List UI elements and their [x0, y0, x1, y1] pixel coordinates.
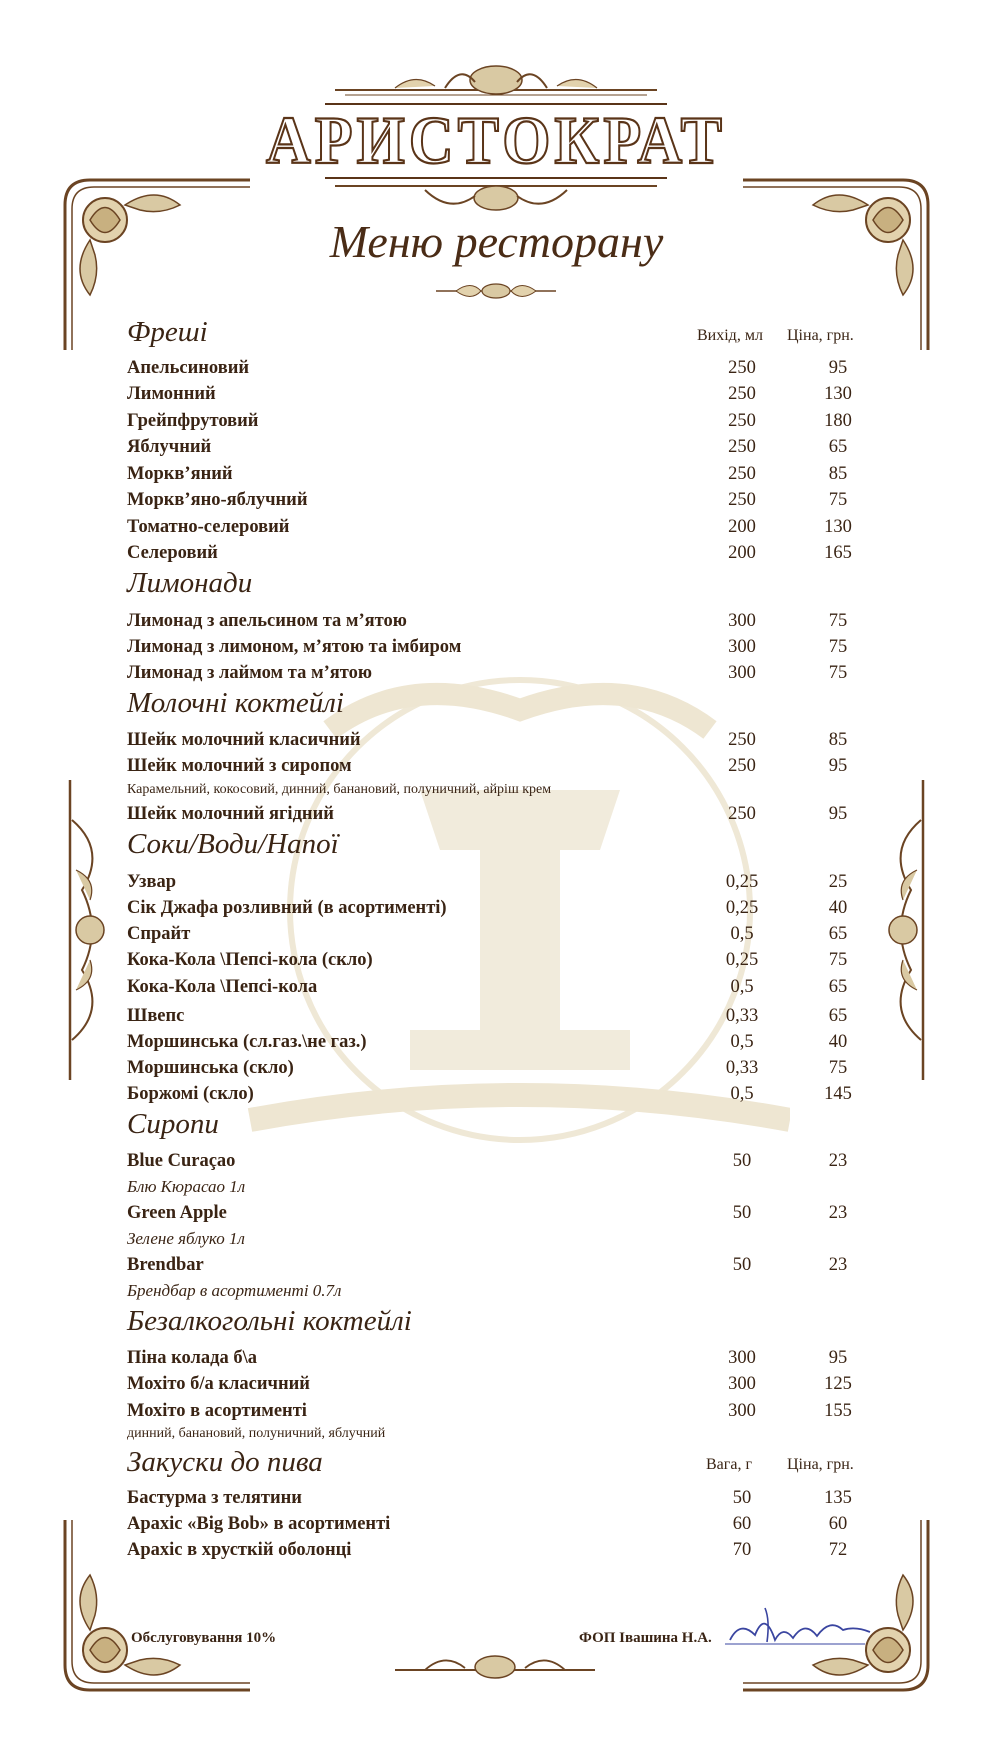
menu-item: Шейк молочний класичний [127, 730, 361, 750]
item-volume: 250 [728, 384, 756, 404]
item-volume: 0,25 [725, 950, 759, 970]
menu-item: Кока-Кола \Пепсі-кола [127, 977, 318, 997]
menu-item: Селеровий [127, 543, 218, 563]
item-volume: 250 [728, 804, 756, 824]
item-volume: 250 [728, 756, 756, 776]
item-volume: 200 [728, 543, 756, 563]
owner-label: ФОП Івашина Н.А. [579, 1630, 712, 1646]
item-volume: 0,5 [730, 1032, 754, 1052]
item-price: 180 [824, 411, 852, 431]
item-price: 85 [828, 730, 848, 750]
menu-item: Лимонад з лимоном, мʼятою та імбиром [127, 637, 462, 657]
item-volume: 250 [728, 437, 756, 457]
item-price: 25 [828, 872, 848, 892]
item-price: 135 [824, 1488, 852, 1508]
section-title-milkshakes: Молочні коктейлі [127, 687, 344, 719]
item-price: 75 [828, 637, 848, 657]
item-volume: 250 [728, 411, 756, 431]
col-head-price: Ціна, грн. [787, 1456, 854, 1473]
logo [266, 101, 726, 181]
item-volume: 250 [728, 464, 756, 484]
menu-item: Боржомі (скло) [127, 1084, 254, 1104]
service-charge-note: Обслуговування 10% [131, 1630, 277, 1646]
item-volume: 0,5 [730, 924, 754, 944]
item-price: 95 [828, 756, 848, 776]
subtitle-ornament [436, 280, 556, 302]
menu-item: Апельсиновий [127, 358, 250, 378]
item-volume: 0,25 [725, 872, 759, 892]
menu-item: Шейк молочний з сиропом [127, 756, 352, 776]
item-price: 75 [828, 950, 848, 970]
menu-item: Кока-Кола \Пепсі-кола (скло) [127, 950, 373, 970]
menu-item: Green Apple [127, 1203, 227, 1223]
menu-item: Blue Curaçao [127, 1151, 236, 1171]
item-price: 95 [828, 804, 848, 824]
menu-item: Грейпфрутовий [127, 411, 259, 431]
item-price: 60 [828, 1514, 848, 1534]
item-price: 95 [828, 358, 848, 378]
item-volume: 0,33 [725, 1006, 759, 1026]
menu-item: Швепс [127, 1006, 185, 1026]
item-price: 75 [828, 611, 848, 631]
item-price: 23 [828, 1203, 848, 1223]
item-price: 65 [828, 437, 848, 457]
menu-item: Томатно-селеровий [127, 517, 290, 537]
item-price: 23 [828, 1255, 848, 1275]
item-price: 130 [824, 384, 852, 404]
item-volume: 50 [732, 1255, 752, 1275]
item-volume: 300 [728, 663, 756, 683]
item-volume: 50 [732, 1151, 752, 1171]
header-ornament-bottom [335, 180, 657, 216]
item-price: 85 [828, 464, 848, 484]
menu-item: Лимонад з лаймом та мʼятою [127, 663, 372, 683]
menu-item: Узвар [127, 872, 177, 892]
menu-item: Арахіс в хрусткій оболонці [127, 1540, 352, 1560]
item-volume: 0,33 [725, 1058, 759, 1078]
item-price: 75 [828, 663, 848, 683]
item-volume: 300 [728, 1374, 756, 1394]
item-price: 95 [828, 1348, 848, 1368]
item-volume: 300 [728, 1348, 756, 1368]
col-head-weight: Вага, г [706, 1456, 752, 1473]
col-head-price: Ціна, грн. [787, 327, 854, 344]
item-weight: 60 [732, 1514, 752, 1534]
menu-item: Лимонний [127, 384, 216, 404]
item-volume: 0,5 [730, 1084, 754, 1104]
col-head-volume: Вихід, мл [697, 327, 763, 344]
header-ornament-top [335, 62, 657, 102]
item-weight: 50 [732, 1488, 752, 1508]
item-price: 65 [828, 977, 848, 997]
menu-item: Моршинська (скло) [127, 1058, 294, 1078]
item-note: Карамельний, кокосовий, динний, банановий, полуничний, айріш крем [127, 782, 552, 797]
item-volume: 0,25 [725, 898, 759, 918]
menu-item: Моршинська (сл.газ.\не газ.) [127, 1032, 367, 1052]
section-title-freshes: Фреші [127, 316, 208, 348]
item-price: 130 [824, 517, 852, 537]
signature [725, 1600, 875, 1665]
page-title: Меню ресторану [329, 216, 664, 267]
item-volume: 300 [728, 1401, 756, 1421]
menu-item: Мохіто б/а класичний [127, 1374, 310, 1394]
menu-item: Морквʼяно-яблучний [127, 490, 308, 510]
menu-item: Бастурма з телятини [127, 1488, 302, 1508]
item-price: 65 [828, 924, 848, 944]
section-title-lemonades: Лимонади [127, 567, 253, 599]
section-title-syrups: Сиропи [127, 1108, 219, 1140]
item-volume: 0,5 [730, 977, 754, 997]
item-subtitle: Зелене яблуко 1л [127, 1229, 245, 1248]
section-title-snacks: Закуски до пива [127, 1446, 323, 1478]
menu-item: Сік Джафа розливний (в асортименті) [127, 898, 447, 918]
section-title-mocktails: Безалкогольні коктейлі [127, 1305, 412, 1337]
item-volume: 300 [728, 637, 756, 657]
item-weight: 70 [732, 1540, 752, 1560]
footer-ornament [395, 1650, 595, 1684]
item-note: динний, банановий, полуничний, яблучний [127, 1426, 386, 1441]
side-ornament-right [881, 780, 931, 1080]
side-ornament-left [62, 780, 112, 1080]
item-subtitle: Блю Кюрасао 1л [127, 1177, 246, 1196]
menu-item: Піна колада б\а [127, 1348, 257, 1368]
logo-text: АРИСТОКРАТ [266, 103, 726, 179]
item-price: 23 [828, 1151, 848, 1171]
item-price: 40 [828, 898, 848, 918]
item-price: 155 [824, 1401, 852, 1421]
menu-item: Шейк молочний ягідний [127, 804, 334, 824]
menu-item: Спрайт [127, 924, 191, 944]
menu-item: Арахіс «Big Bob» в асортименті [127, 1514, 391, 1534]
item-price: 72 [828, 1540, 848, 1560]
menu-item: Яблучний [127, 437, 212, 457]
item-price: 125 [824, 1374, 852, 1394]
section-title-drinks: Соки/Води/Напої [127, 828, 339, 860]
menu-item: Мохіто в асортименті [127, 1401, 307, 1421]
menu-item: Лимонад з апельсином та мʼятою [127, 611, 407, 631]
item-volume: 250 [728, 490, 756, 510]
item-price: 145 [824, 1084, 852, 1104]
item-volume: 250 [728, 358, 756, 378]
item-volume: 200 [728, 517, 756, 537]
item-volume: 50 [732, 1203, 752, 1223]
item-volume: 250 [728, 730, 756, 750]
item-price: 75 [828, 490, 848, 510]
item-price: 40 [828, 1032, 848, 1052]
menu-item: Морквʼяний [127, 464, 233, 484]
menu-item: Brendbar [127, 1255, 204, 1275]
item-price: 165 [824, 543, 852, 563]
item-volume: 300 [728, 611, 756, 631]
item-price: 65 [828, 1006, 848, 1026]
item-subtitle: Брендбар в асортименті 0.7л [127, 1281, 342, 1300]
item-price: 75 [828, 1058, 848, 1078]
